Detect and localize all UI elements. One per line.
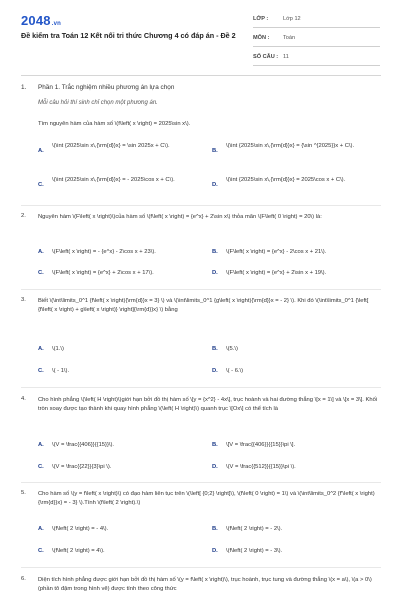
question-divider	[21, 289, 381, 290]
question-2-number: 2.	[21, 213, 26, 219]
option-text: \(1.\)	[52, 346, 64, 352]
question-divider	[21, 567, 381, 568]
option-letter: D.	[212, 464, 218, 470]
option-text: \(V = \frac{{22}}{3}\pi \).	[52, 464, 112, 470]
option-letter: C.	[38, 182, 44, 188]
option-text: \(f\left( 2 \right) = - 3\).	[226, 548, 283, 554]
option-text: \(F\left( x \right) = {e^x} + 2\cos x + 17\).	[52, 270, 154, 276]
question-divider	[21, 482, 381, 483]
question-1-text: Tìm nguyên hàm của hàm số \(f\left( x \right) = 2025\sin x\).	[38, 121, 191, 127]
document-meta	[253, 13, 380, 70]
option-letter: A.	[38, 346, 44, 352]
question-divider	[21, 205, 381, 206]
part-number: 1.	[21, 84, 27, 91]
option-letter: C.	[38, 548, 44, 554]
option-text: \(F\left( x \right) = - {e^x} - 2\cos x + 23\).	[52, 249, 156, 255]
option-letter: A.	[38, 148, 44, 154]
question-6-text: Diện tích hình phẳng được giới hạn bởi đồ thị hàm số \(y = f\left( x \right)\), trục hoành, trục tung và đường thẳng \(x = a\), \(a > 0\)(phần tô đậm trong hình vẽ) được tính theo công thức	[38, 577, 372, 592]
option-letter: B.	[212, 148, 218, 154]
question-3-number: 3.	[21, 297, 26, 303]
meta-row-question-count	[253, 51, 380, 66]
logo-suffix: .vn	[51, 21, 62, 27]
meta-row-grade	[253, 13, 380, 28]
option-text: \(f\left( 2 \right) = - 4\).	[52, 526, 109, 532]
meta-value: Toán	[283, 35, 296, 41]
option-letter: A.	[38, 249, 44, 255]
option-letter: C.	[38, 368, 44, 374]
option-letter: C.	[38, 464, 44, 470]
part-title: Phần 1. Trắc nghiệm nhiều phương án lựa chọn	[38, 84, 175, 91]
option-text: \(F\left( x \right) = {e^x} + 2\sin x + 19\).	[226, 270, 327, 276]
header-divider	[21, 75, 381, 76]
option-text: \(F\left( x \right) = {e^x} - 2\cos x + 21\).	[226, 249, 327, 255]
question-6-number: 6.	[21, 576, 26, 582]
option-text: \(\int {2025\sin x\,{\rm{d}}x} = \sin 2025x + C\).	[52, 143, 170, 149]
option-text: \(V = \frac{{512}}{{15}}\pi \).	[226, 464, 296, 470]
part-instruction: Mỗi câu hỏi thí sinh chỉ chọn một phương án.	[38, 100, 158, 106]
option-text: \(\int {2025\sin x\,{\rm{d}}x} = 2025\cos x + C\).	[226, 177, 346, 183]
meta-row-subject	[253, 32, 380, 47]
question-5-number: 5.	[21, 490, 26, 496]
meta-label: LỚP :	[253, 16, 269, 22]
question-divider	[21, 387, 381, 388]
document-title: Đề kiểm tra Toán 12 Kết nối tri thức Chương 4 có đáp án - Đề 2	[21, 31, 236, 40]
option-text: \(V = \frac{{406}}{{15}}\).	[52, 442, 115, 448]
option-letter: C.	[38, 270, 44, 276]
option-letter: D.	[212, 548, 218, 554]
option-text: \(f\left( 2 \right) = 4\).	[52, 548, 105, 554]
option-letter: B.	[212, 249, 218, 255]
meta-value: 11	[283, 54, 289, 60]
option-letter: D.	[212, 270, 218, 276]
meta-label: MÔN :	[253, 35, 270, 41]
option-letter: B.	[212, 526, 218, 532]
question-4-number: 4.	[21, 396, 26, 402]
question-5-text: Cho hàm số \(y = f\left( x \right)\) có đạo hàm liên tục trên \(\left[ {0;2} \right]\), \(f\left( 0 \right) = 1\) và \(\int\limits_0^2 {f'\left( x \right){\rm{d}}x} = - 3} \).Tính \(f\left( 2 \right).\)	[38, 491, 375, 506]
option-letter: A.	[38, 526, 44, 532]
option-letter: A.	[38, 442, 44, 448]
question-3-text: Biết \(\int\limits_0^1 {f\left( x \right){\rm{d}}x = 3} \) và \(\int\limits_0^1 {g\left( x \right){\rm{d}}x = - 2} \). Khi đó \(\int\limits_0^1 {\left[ {f\left( x \right) + g\left( x \right)} \right]{\rm{d}}x} \) bằng	[38, 298, 369, 313]
option-letter: B.	[212, 346, 218, 352]
option-letter: D.	[212, 368, 218, 374]
meta-value: Lớp 12	[283, 16, 301, 22]
option-letter: B.	[212, 442, 218, 448]
option-text: \(5.\)	[226, 346, 238, 352]
meta-label: SỐ CÂU :	[253, 54, 279, 60]
option-text: \( - 1\).	[52, 368, 70, 374]
question-2-text: Nguyên hàm \(F\left( x \right)\)của hàm số \(f\left( x \right) = {e^x} + 2\sin x\) thỏa mãn \(F\left( 0 \right) = 20\) là:	[38, 214, 322, 220]
logo-main: 2048	[21, 13, 51, 28]
question-4-text: Cho hình phẳng \(\left( H \right)\)giới hạn bởi đồ thị hàm số \[y = {x^2} - 4x\], trục hoành và hai đường thẳng \[x = 1\] và \[x = 3\]. Khối tròn xoay được tạo thành khi quay hình phẳng \(\left( H \right)\) quanh trục \[Ox\] có thể tích là	[38, 397, 378, 412]
option-text: \(\int {2025\sin x\,{\rm{d}}x} = {\sin ^{2025}}x + C\).	[226, 143, 355, 149]
option-text: \(\int {2025\sin x\,{\rm{d}}x} = - 2025\cos x + C\).	[52, 177, 175, 183]
option-text: \( - 6.\)	[226, 368, 244, 374]
option-text: \[V = \frac{{406}}{{15}}\pi \].	[226, 442, 296, 448]
option-text: \(f\left( 2 \right) = - 2\).	[226, 526, 283, 532]
site-logo[interactable]	[21, 13, 61, 28]
option-letter: D.	[212, 182, 218, 188]
